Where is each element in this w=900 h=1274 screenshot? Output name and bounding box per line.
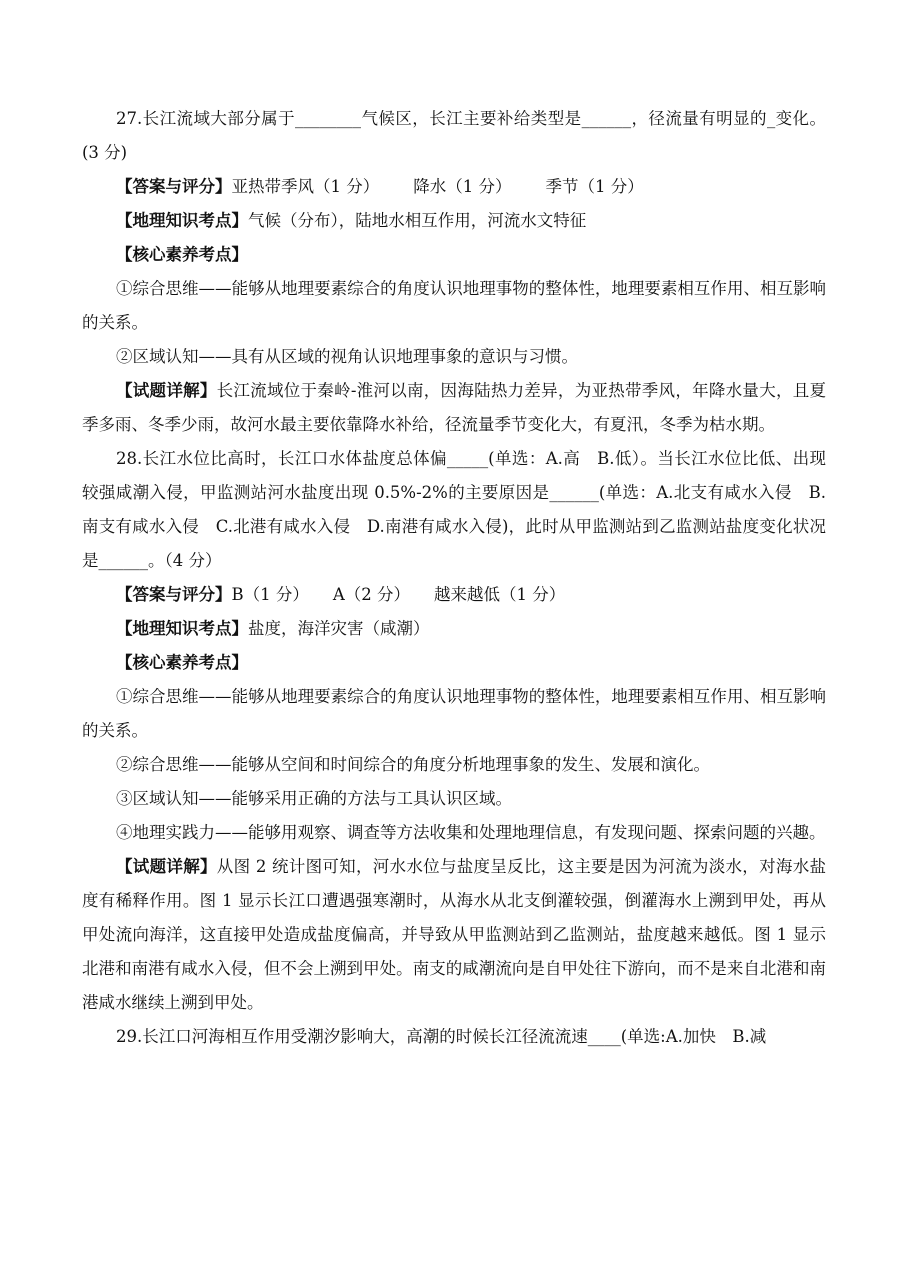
question-29: 29.长江口河海相互作用受潮汐影响大，高潮的时候长江径流流速____(单选:A.加快 B.减 (116, 1027, 767, 1046)
core-tag: 【核心素养考点】 (116, 245, 248, 264)
q28-detail (82, 850, 826, 1020)
q28-knowledge: 盐度，海洋灾害（咸潮） (248, 619, 430, 638)
q28-core-item-3: ③区域认知——能够采用正确的方法与工具认识区域。 (116, 789, 512, 808)
detail-tag: 【试题详解】 (116, 857, 217, 876)
detail-tag: 【试题详解】 (116, 381, 217, 400)
core-tag: 【核心素养考点】 (116, 653, 248, 672)
q27-answer-3: 季节（1 分） (545, 177, 644, 196)
q27-answer-2: 降水（1 分） (413, 177, 512, 196)
q27-knowledge-line (82, 204, 826, 238)
q27-core-line (82, 238, 826, 272)
answer-tag: 【答案与评分】 (116, 177, 232, 196)
question-27: 27.长江流域大部分属于________气候区，长江主要补给类型是______，径流量有明显的_变化。(3 分) (82, 109, 826, 162)
q27-knowledge: 气候（分布），陆地水相互作用，河流水文特征 (248, 211, 587, 230)
q28-answer-1: B（1 分） (231, 585, 309, 604)
question-28: 28.长江水位比高时，长江口水体盐度总体偏_____(单选：A.高 B.低）。当长江水位比低、出现较强咸潮入侵，甲监测站河水盐度出现 0.5%-2%的主要原因是______(单选：A.北支有咸水入侵 B.南支有咸水入侵 C.北港有咸水入侵 D.南港有咸水入侵)，此时从甲监测站到乙监测站盐度变化状况是______。（4 分） (82, 449, 826, 570)
q27-core-item-1: ①综合思维——能够从地理要素综合的角度认识地理事物的整体性，地理要素相互作用、相互影响的关系。 (82, 279, 826, 332)
q28-knowledge-line (82, 612, 826, 646)
q27-answer-1: 亚热带季风（1 分） (231, 177, 380, 196)
q28-answer-2: A（2 分） (332, 585, 411, 604)
q27-detail-text: 长江流域位于秦岭-淮河以南，因海陆热力差异，为亚热带季风，年降水量大，且夏季多雨、冬季少雨，故河水最主要依靠降水补给，径流量季节变化大，有夏汛，冬季为枯水期。 (82, 381, 827, 434)
document-page (82, 102, 826, 1054)
q28-detail-text: 从图 2 统计图可知，河水水位与盐度呈反比，这主要是因为河流为淡水，对海水盐度有稀释作用。图 1 显示长江口遭遇强寒潮时，从海水从北支倒灌较强，倒灌海水上溯到甲处，再从甲处流向海洋，这直接甲处造成盐度偏高，并导致从甲监测站到乙监测站，盐度越来越低。图 1 显示北港和南港有咸水入侵，但不会上溯到甲处。南支的咸潮流向是自甲处往下游向，而不是来自北港和南港咸水继续上溯到甲处。 (82, 857, 826, 1012)
q28-core-line (82, 646, 826, 680)
q28-core-item-4: ④地理实践力——能够用观察、调查等方法收集和处理地理信息，有发现问题、探索问题的兴趣。 (116, 823, 826, 842)
q28-core-item-2: ②综合思维——能够从空间和时间综合的角度分析地理事象的发生、发展和演化。 (116, 755, 710, 774)
q28-answer-3: 越来越低（1 分） (434, 585, 566, 604)
q28-core-item-1: ①综合思维——能够从地理要素综合的角度认识地理事物的整体性，地理要素相互作用、相互影响的关系。 (82, 687, 826, 740)
q27-core-item-2: ②区域认知——具有从区域的视角认识地理事象的意识与习惯。 (116, 347, 578, 366)
knowledge-tag: 【地理知识考点】 (116, 619, 248, 638)
q27-detail (82, 374, 826, 442)
q27-answer-line (82, 170, 826, 204)
knowledge-tag: 【地理知识考点】 (116, 211, 248, 230)
q28-answer-line (82, 578, 826, 612)
answer-tag: 【答案与评分】 (116, 585, 232, 604)
